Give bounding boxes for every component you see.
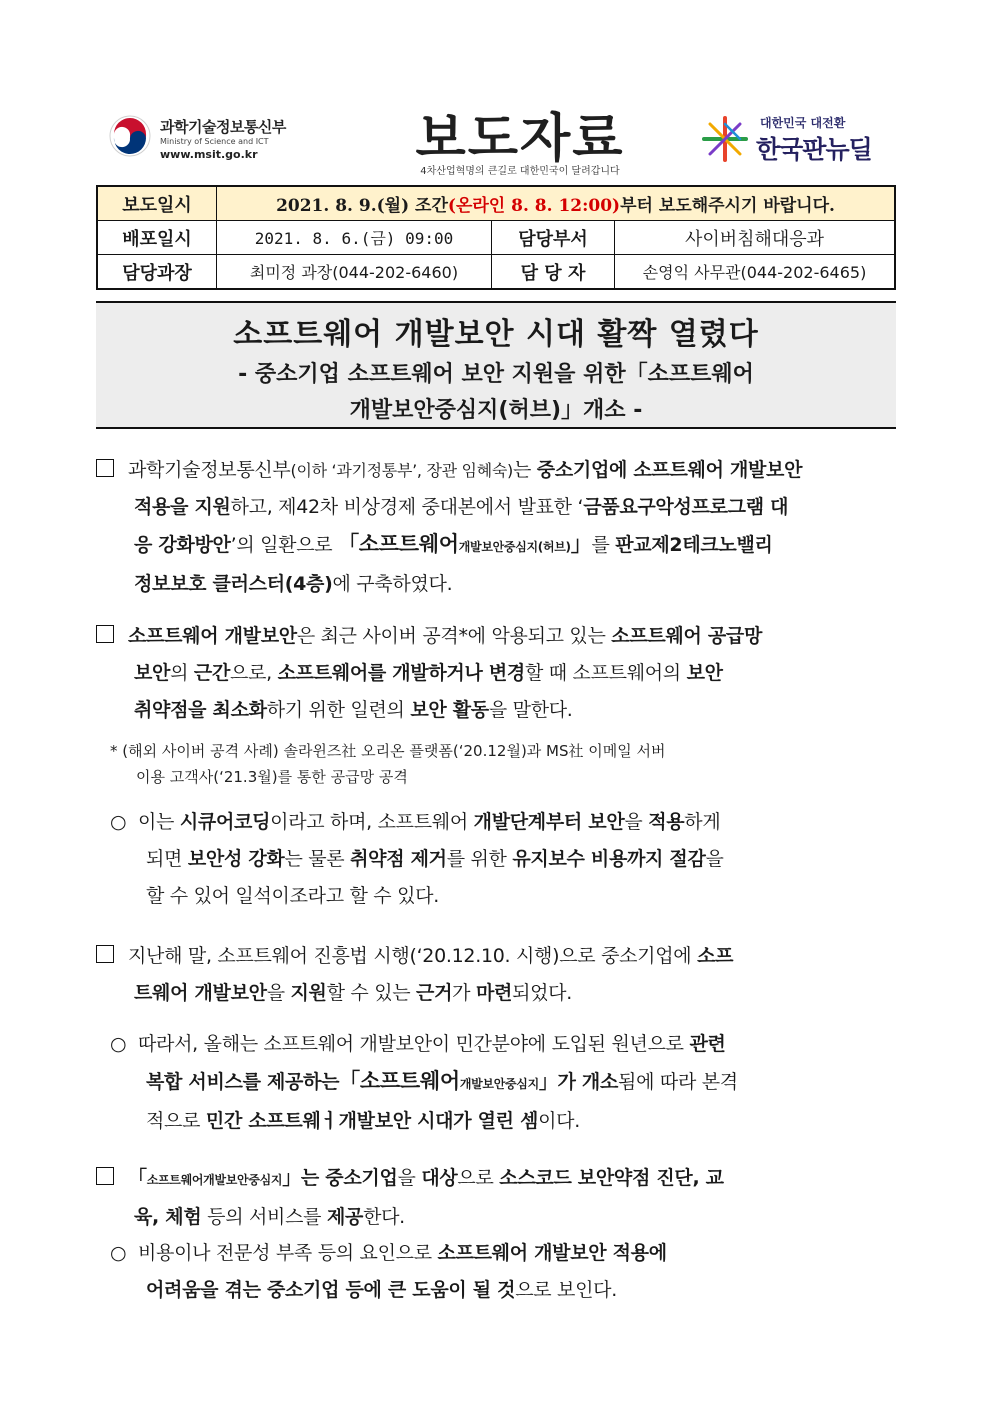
staff-value: 손영익 사무관(044-202-6465) bbox=[615, 255, 896, 290]
c1-line-1: ○ 이는 시큐어코딩이라고 하며, 소프트웨어 개발단계부터 보안을 적용하게 bbox=[110, 804, 896, 841]
paragraph-2 bbox=[96, 618, 896, 729]
dept-label: 담당부서 bbox=[492, 221, 615, 255]
press-info-table bbox=[96, 185, 896, 290]
report-date-value bbox=[217, 186, 896, 221]
c1-line-3: 할 수 있어 일석이조라고 할 수 있다. bbox=[146, 885, 439, 907]
paragraph-4 bbox=[96, 1160, 896, 1236]
footnote-line-2: 이용 고객사(‘21.3월)를 통한 공급망 공격 bbox=[136, 768, 408, 786]
checkbox-bullet-icon bbox=[96, 625, 114, 643]
taegeuk-emblem-icon bbox=[108, 114, 152, 158]
footnote bbox=[110, 738, 896, 790]
p2-line-3: 취약점을 최소화하기 위한 일련의 보안 활동을 말한다. bbox=[134, 699, 573, 721]
korean-new-deal-logo bbox=[700, 110, 890, 166]
c3-line-1: ○ 비용이나 전문성 부족 등의 요인으로 소프트웨어 개발보안 적용에 bbox=[110, 1235, 896, 1272]
c2-line-1: ○ 따라서, 올해는 소프트웨어 개발보안이 민간분야에 도입된 원년으로 관련 bbox=[110, 1026, 896, 1063]
c2-line-3: 적으로 민간 소프트웨ㅓ개발보안 시대가 열린 셈이다. bbox=[146, 1110, 580, 1132]
partner-tagline: 대한민국 대전환 bbox=[760, 116, 846, 130]
headline-subtitle-1: - 중소기업 소프트웨어 보안 지원을 위한「소프트웨어 bbox=[238, 362, 754, 387]
checkbox-bullet-icon bbox=[96, 459, 114, 477]
report-date-label: 보도일시 bbox=[97, 186, 217, 221]
footnote-line-1: * (해외 사이버 공격 사례) 솔라윈즈社 오리온 플랫폼(‘20.12월)과 MS社 이메일 서버 bbox=[110, 742, 666, 760]
sub-paragraph-2 bbox=[110, 1026, 896, 1140]
sub-paragraph-1 bbox=[110, 804, 896, 915]
release-value: 2021. 8. 6.(금) 09:00 bbox=[217, 221, 492, 255]
p1-line-4: 정보보호 클러스터(4층)에 구축하였다. bbox=[134, 573, 453, 595]
p2-line-1: 소프트웨어 개발보안은 최근 사이버 공격*에 악용되고 있는 소프트웨어 공급망 bbox=[96, 618, 896, 655]
checkbox-bullet-icon bbox=[96, 1167, 114, 1185]
c3-line-2: 어려움을 겪는 중소기업 등에 큰 도움이 될 것으로 보인다. bbox=[146, 1279, 617, 1301]
p4-line-1: 「소프트웨어개발보안중심지」는 중소기업을 대상으로 소스코드 보안약점 진단, 교 bbox=[96, 1160, 896, 1199]
paragraph-3 bbox=[96, 938, 896, 1012]
report-date-main: 2021. 8. 9.(월) 조간 bbox=[276, 196, 448, 216]
partner-name: 한국판뉴딜 bbox=[756, 135, 872, 164]
manager-value: 최미정 과장(044-202-6460) bbox=[217, 255, 492, 290]
ministry-url: www.msit.go.kr bbox=[160, 148, 258, 161]
p2-line-2: 보안의 근간으로, 소프트웨어를 개발하거나 변경할 때 소프트웨어의 보안 bbox=[134, 662, 723, 684]
headline-box bbox=[96, 301, 896, 429]
sub-paragraph-3 bbox=[110, 1235, 896, 1309]
report-date-online: (온라인 8. 8. 12:00) bbox=[447, 196, 621, 216]
headline-subtitle-2: 개발보안중심지(허브)」개소 - bbox=[349, 398, 643, 423]
report-date-row bbox=[97, 186, 895, 221]
paragraph-1 bbox=[96, 452, 896, 603]
msit-logo bbox=[108, 110, 338, 166]
report-date-tail: 부터 보도해주시기 바랍니다. bbox=[620, 196, 835, 216]
p3-line-2: 트웨어 개발보안을 지원할 수 있는 근거가 마련되었다. bbox=[134, 982, 572, 1004]
headline-main: 소프트웨어 개발보안 시대 활짝 열렸다 bbox=[233, 317, 759, 352]
slogan: 4차산업혁명의 큰길로 대한민국이 달려갑니다 bbox=[420, 166, 620, 177]
p4-line-2: 육, 체험 등의 서비스를 제공한다. bbox=[134, 1206, 405, 1228]
contact-row bbox=[97, 255, 895, 290]
circle-bullet-icon: ○ bbox=[110, 1033, 127, 1055]
circle-bullet-icon: ○ bbox=[110, 1242, 127, 1264]
staff-label: 담 당 자 bbox=[492, 255, 615, 290]
c2-line-2: 복합 서비스를 제공하는「소프트웨어개발보안중심지」가 개소됨에 따라 본격 bbox=[146, 1069, 738, 1093]
p1-line-2: 적용을 지원하고, 제42차 비상경제 중대본에서 발표한 ‘금품요구악성프로그램 대 bbox=[134, 496, 789, 518]
release-label: 배포일시 bbox=[97, 221, 217, 255]
circle-bullet-icon: ○ bbox=[110, 811, 127, 833]
p1-line-1: 과학기술정보통신부(이하 ‘과기정통부’, 장관 임혜숙)는 중소기업에 소프트웨어 개발보안 bbox=[96, 452, 896, 489]
p1-line-3: 응 강화방안’의 일환으로 「소프트웨어개발보안중심지(허브)」를 판교제2테크노밸리 bbox=[134, 532, 773, 556]
dept-value: 사이버침해대응과 bbox=[615, 221, 896, 255]
manager-label: 담당과장 bbox=[97, 255, 217, 290]
checkbox-bullet-icon bbox=[96, 945, 114, 963]
ministry-name: 과학기술정보통신부 bbox=[160, 118, 286, 136]
release-row bbox=[97, 221, 895, 255]
c1-line-2: 되면 보안성 강화는 물론 취약점 제거를 위한 유지보수 비용까지 절감을 bbox=[146, 848, 724, 870]
document-title: 보도자료 bbox=[415, 109, 625, 169]
p3-line-1: 지난해 말, 소프트웨어 진흥법 시행(‘20.12.10. 시행)으로 중소기업에 소프 bbox=[96, 938, 896, 975]
ministry-english-name: Ministry of Science and ICT bbox=[160, 137, 269, 146]
new-deal-spark-icon bbox=[700, 114, 750, 164]
